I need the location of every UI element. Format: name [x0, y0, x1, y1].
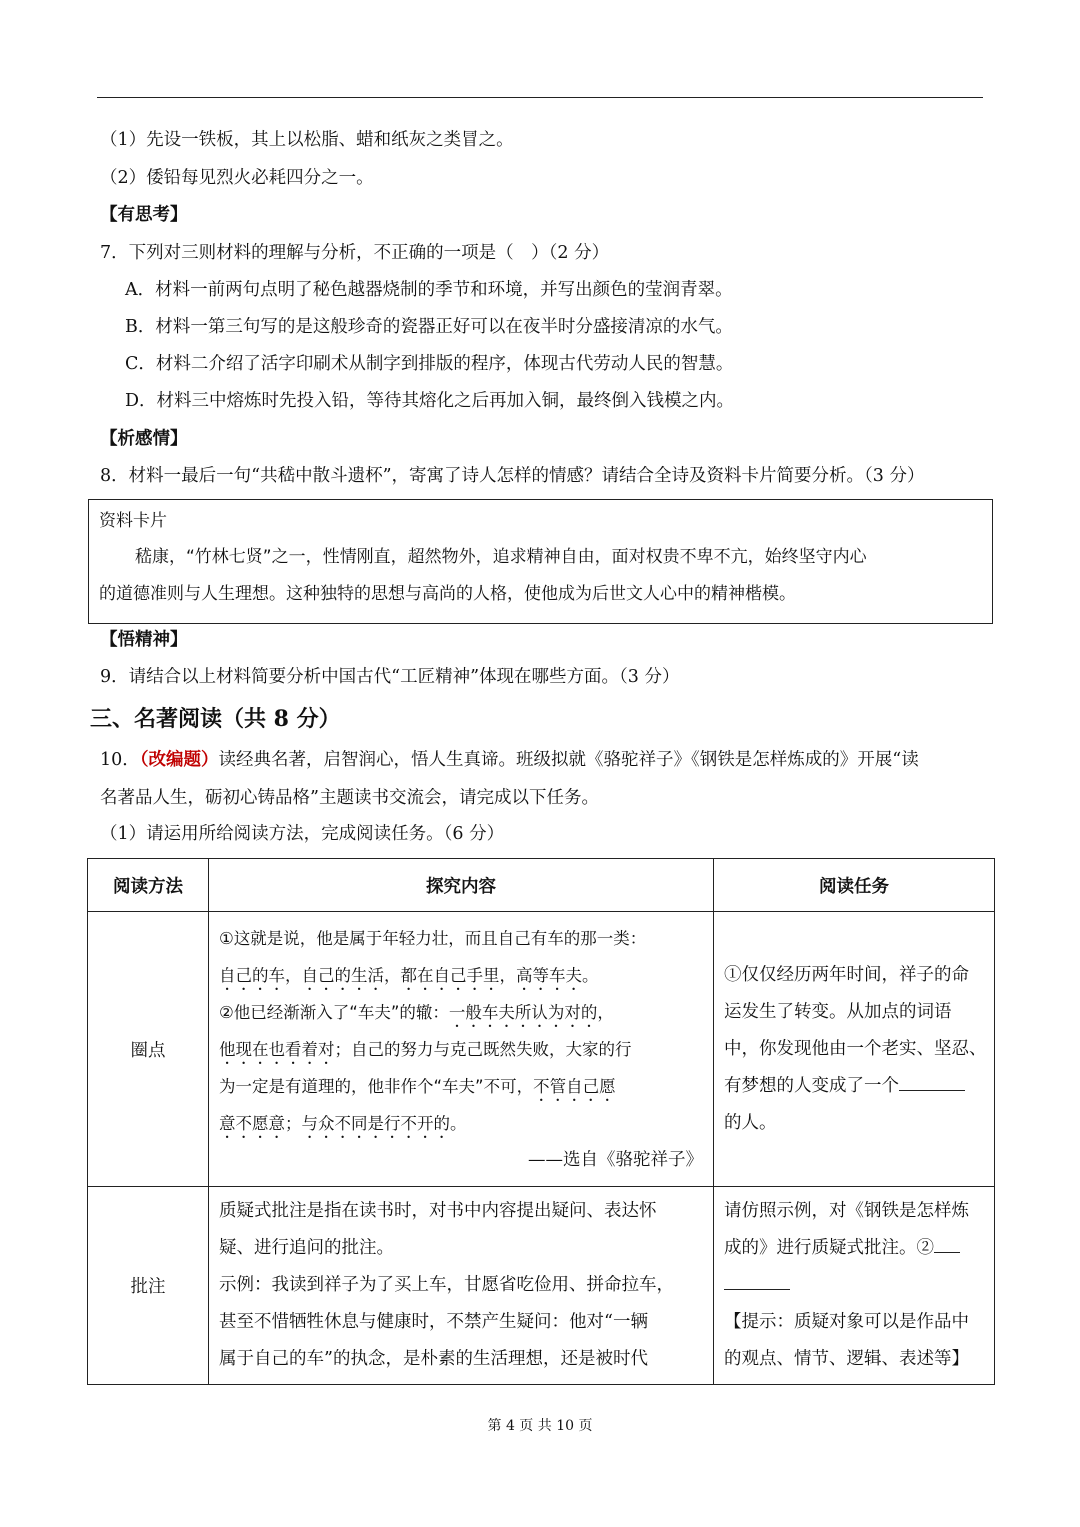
- dotted-text: 他现在也看着对: [219, 1039, 335, 1059]
- question-10-sub-1: （1）请运用所给阅读方法，完成阅读任务。（6 分）: [100, 824, 505, 844]
- question-7-option-b: B．材料一第三句写的是这般珍奇的瓷器正好可以在夜半时分盛接清凉的水气。: [125, 317, 733, 337]
- dotted-text: 不管自己愿: [533, 1076, 616, 1096]
- content-line: 疑、进行追问的批注。: [219, 1238, 394, 1258]
- question-9: 9．请结合以上材料简要分析中国古代“工匠精神”体现在哪些方面。（3 分）: [100, 667, 680, 687]
- task-line: 中，你发现他由一个老实、坚忍、: [724, 1038, 987, 1059]
- task-text: 请仿照示例，对《钢铁是怎样炼: [724, 1201, 969, 1221]
- table-row: [88, 912, 995, 1187]
- content-text: ；: [285, 1113, 302, 1133]
- table-header-task: 阅读任务: [714, 859, 995, 912]
- section-3-title: 三、名著阅读（共 8 分）: [90, 706, 341, 732]
- section-think: 【有思考】: [100, 205, 188, 225]
- info-card-line-2: 的道德准则与人生理想。这种独特的思想与高尚的人格，使他成为后世文人心中的精神楷模。: [99, 584, 796, 604]
- content-line: ①这就是说，他是属于年轻力壮，而且自己有车的那一类：: [219, 928, 647, 948]
- page-footer: 第 4 页 共 10 页: [487, 1418, 593, 1434]
- content-circle-dot: [209, 912, 714, 1187]
- task-line: 的人。: [724, 1112, 777, 1133]
- material-line-2: （2）倭铅每见烈火必耗四分之一。: [100, 168, 374, 188]
- question-10: [100, 748, 919, 772]
- question-7-option-d: D．材料三中熔炼时先投入铅，等待其熔化之后再加入铜，最终倒入钱模之内。: [125, 391, 735, 411]
- material-line-1: （1）先设一铁板，其上以松脂、蜡和纸灰之类冒之。: [100, 130, 514, 150]
- question-10-line-2: 名著品人生，砺初心铸品格”主题读书交流会，请完成以下任务。: [100, 788, 599, 808]
- method-annotation: 批注: [88, 1187, 209, 1385]
- info-card: [88, 499, 993, 624]
- section-spirit: 【悟精神】: [100, 630, 188, 650]
- task-text: 有梦想的人变成了一个: [724, 1075, 899, 1096]
- task-line: 【提示：质疑对象可以是作品中: [724, 1312, 969, 1332]
- task-line: [714, 1068, 994, 1105]
- task-line: 运发生了转变。从加点的词语: [724, 1001, 952, 1022]
- dotted-text: 一般车夫所认为对的，: [448, 1002, 614, 1022]
- table-header-row: [88, 859, 995, 912]
- table-row: [88, 1187, 995, 1385]
- header-rule: [97, 97, 983, 98]
- task-circle-dot: [714, 912, 995, 1187]
- table-header-content: 探究内容: [209, 859, 714, 912]
- content-text: ；自己的努力与克己既然失败，大家的行: [334, 1039, 632, 1059]
- content-line: [209, 1105, 713, 1142]
- reading-table: [87, 858, 995, 1385]
- method-circle-dot: 圈点: [88, 912, 209, 1187]
- info-card-line-1: 嵇康，“竹林七贤”之一，性情刚直，超然物外，追求精神自由，面对权贵不卑不亢，始终坚守内心: [135, 547, 867, 567]
- section-emotion: 【析感情】: [100, 429, 188, 449]
- content-annotation: [209, 1187, 714, 1385]
- content-line: 甚至不惜牺牲休息与健康时，不禁产生疑问：他对“一辆: [219, 1312, 648, 1332]
- answer-blank[interactable]: [899, 1072, 965, 1091]
- content-line: [209, 1031, 713, 1068]
- content-line: 质疑式批注是指在读书时，对书中内容提出疑问、表达怀: [219, 1201, 657, 1221]
- content-text: 。: [450, 1113, 467, 1133]
- task-text: 成的》进行质疑式批注。②: [724, 1238, 934, 1258]
- content-source: ——选自《骆驼祥子》: [528, 1149, 703, 1170]
- table-header-method: 阅读方法: [88, 859, 209, 912]
- answer-blank[interactable]: [934, 1234, 960, 1253]
- content-text: 为一定是有道理的，他非作个“车夫”不可，: [219, 1076, 534, 1096]
- content-line: [209, 994, 713, 1031]
- content-line: 自己的车，自己的生活，都在自己手里，高等车夫。: [219, 965, 599, 985]
- dotted-text: 与众不同是行不开的: [301, 1113, 450, 1133]
- dotted-text: 意不愿意: [219, 1113, 285, 1133]
- content-line: [209, 1068, 713, 1105]
- info-card-title: 资料卡片: [99, 511, 167, 531]
- content-line: 属于自己的车”的执念，是朴素的生活理想，还是被时代: [219, 1349, 648, 1369]
- task-line: [714, 1230, 994, 1267]
- content-line: 示例：我读到祥子为了买上车，甘愿省吃俭用、拼命拉车，: [219, 1275, 674, 1295]
- task-line: 的观点、情节、逻辑、表述等】: [724, 1349, 969, 1369]
- task-line: ①仅仅经历两年时间，祥子的命: [724, 964, 969, 985]
- question-8: 8．材料一最后一句“共嵇中散斗遗杯”，寄寓了诗人怎样的情感？请结合全诗及资料卡片简要分析。（3 分）: [100, 466, 925, 486]
- question-10-tag: （改编题）: [139, 750, 219, 770]
- question-10-text: 读经典名著，启智润心，悟人生真谛。班级拟就《骆驼祥子》《钢铁是怎样炼成的》开展“读: [218, 750, 919, 770]
- answer-blank[interactable]: [724, 1271, 790, 1290]
- question-7-option-c: C．材料二介绍了活字印刷术从制字到排版的程序，体现古代劳动人民的智慧。: [125, 354, 734, 374]
- question-7-option-a: A．材料一前两句点明了秘色越器烧制的季节和环境，并写出颜色的莹润青翠。: [125, 280, 733, 300]
- task-line: [714, 1267, 994, 1304]
- question-7: 7．下列对三则材料的理解与分析，不正确的一项是（ ）（2 分）: [100, 243, 610, 263]
- task-line: [714, 1193, 994, 1230]
- question-10-number: 10．: [100, 750, 140, 770]
- content-text: ②他已经渐渐入了“车夫”的辙：: [219, 1002, 449, 1022]
- task-annotation: [714, 1187, 995, 1385]
